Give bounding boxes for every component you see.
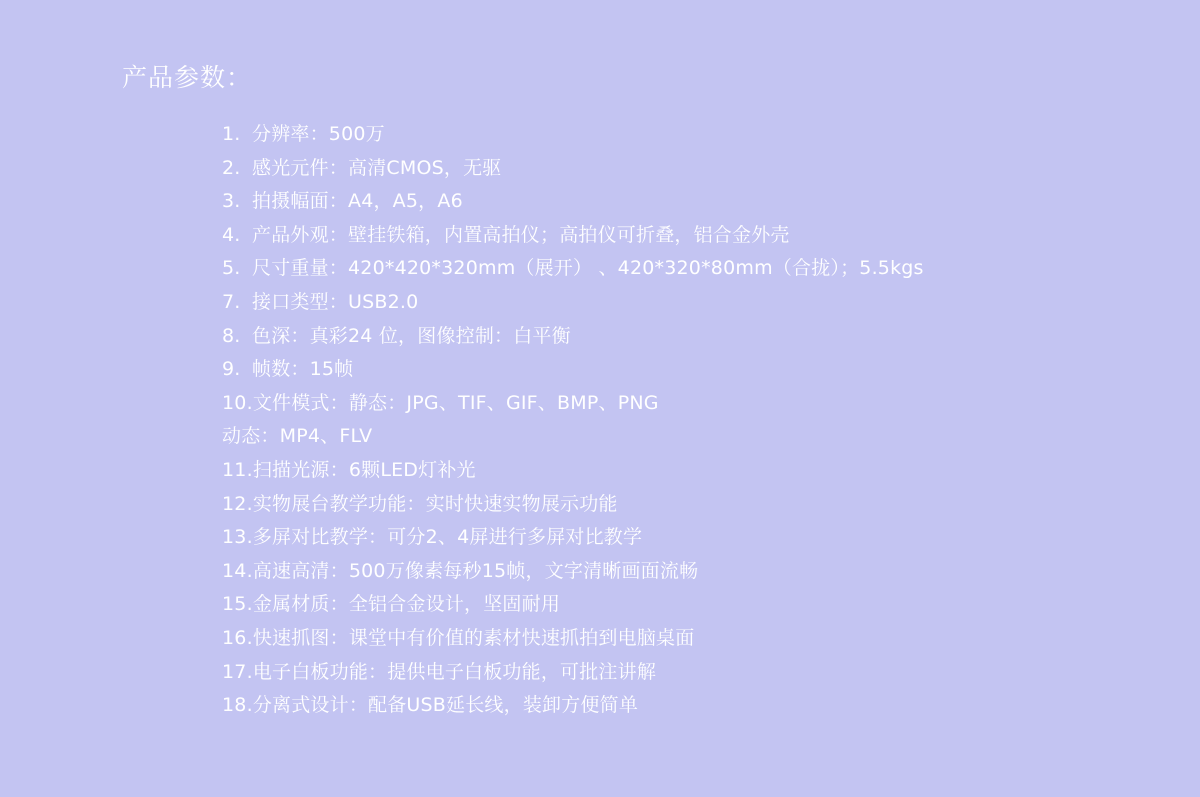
spec-item bbox=[222, 420, 1162, 454]
spec-item-number: 4. bbox=[222, 223, 241, 246]
spec-item-number: 15. bbox=[222, 593, 253, 616]
spec-item-number: 14. bbox=[222, 559, 253, 582]
spec-item-number: 3. bbox=[222, 190, 241, 213]
spec-item bbox=[222, 353, 1162, 387]
spec-item-number: 1. bbox=[222, 123, 241, 145]
spec-item-number: 5. bbox=[222, 257, 241, 280]
spec-item-text: 尺寸重量：420*420*320mm（展开） 、420*320*80mm（合拢）；5.5kgs bbox=[252, 257, 924, 280]
spec-item-number: 11. bbox=[222, 458, 253, 481]
spec-item bbox=[222, 488, 1162, 522]
spec-item bbox=[222, 320, 1162, 354]
spec-item-number: 7. bbox=[222, 290, 241, 313]
spec-item-text: 文件模式：静态：JPG、TIF、GIF、BMP、PNG bbox=[252, 391, 659, 414]
spec-item bbox=[222, 219, 1162, 253]
spec-item-number: 10. bbox=[222, 391, 253, 414]
spec-item-number: 16. bbox=[222, 626, 253, 649]
spec-item-number: 2. bbox=[222, 156, 241, 179]
spec-item-text: 实物展台教学功能：实时快速实物展示功能 bbox=[252, 492, 618, 515]
spec-item bbox=[222, 387, 1162, 421]
spec-item bbox=[222, 185, 1162, 219]
spec-item bbox=[222, 454, 1162, 488]
spec-item-text: 高速高清：500万像素每秒15帧，文字清晰画面流畅 bbox=[252, 559, 699, 582]
spec-item-text: 动态：MP4、FLV bbox=[222, 425, 373, 448]
spec-item-text: 色深：真彩24 位，图像控制：白平衡 bbox=[252, 324, 571, 347]
spec-item-text: 多屏对比教学：可分2、4屏进行多屏对比教学 bbox=[252, 526, 643, 549]
spec-item bbox=[222, 118, 1162, 152]
spec-item bbox=[222, 521, 1162, 555]
spec-item-text: 金属材质：全铝合金设计，坚固耐用 bbox=[252, 593, 561, 616]
spec-item bbox=[222, 656, 1162, 690]
spec-item-text: 扫描光源：6颗LED灯补光 bbox=[252, 458, 476, 481]
spec-item-text: 分离式设计：配备USB延长线，装卸方便简单 bbox=[252, 694, 639, 717]
spec-item-text: 帧数：15帧 bbox=[252, 358, 354, 381]
spec-item bbox=[222, 622, 1162, 656]
spec-item-number: 18. bbox=[222, 694, 253, 717]
spec-item-text: 分辨率：500万 bbox=[252, 123, 385, 145]
spec-item-text: 电子白板功能：提供电子白板功能，可批注讲解 bbox=[252, 660, 657, 683]
spec-item-number: 12. bbox=[222, 492, 253, 515]
spec-item bbox=[222, 588, 1162, 622]
spec-item bbox=[222, 689, 1162, 723]
product-spec-list bbox=[222, 118, 1162, 723]
spec-item bbox=[222, 152, 1162, 186]
page-title: 产品参数： bbox=[122, 63, 253, 92]
spec-item-text: 接口类型：USB2.0 bbox=[252, 290, 419, 313]
spec-item-text: 拍摄幅面：A4，A5，A6 bbox=[252, 190, 463, 213]
spec-item-number: 17. bbox=[222, 660, 253, 683]
spec-item bbox=[222, 286, 1162, 320]
spec-item-text: 快速抓图：课堂中有价值的素材快速抓拍到电脑桌面 bbox=[252, 626, 695, 649]
spec-item bbox=[222, 555, 1162, 589]
spec-item bbox=[222, 252, 1162, 286]
spec-item-number: 8. bbox=[222, 324, 241, 347]
spec-item-number: 9. bbox=[222, 358, 241, 381]
spec-item-number: 13. bbox=[222, 526, 253, 549]
spec-item-text: 感光元件：高清CMOS，无驱 bbox=[252, 156, 502, 179]
spec-item-text: 产品外观：壁挂铁箱，内置高拍仪；高拍仪可折叠，铝合金外壳 bbox=[252, 223, 790, 246]
